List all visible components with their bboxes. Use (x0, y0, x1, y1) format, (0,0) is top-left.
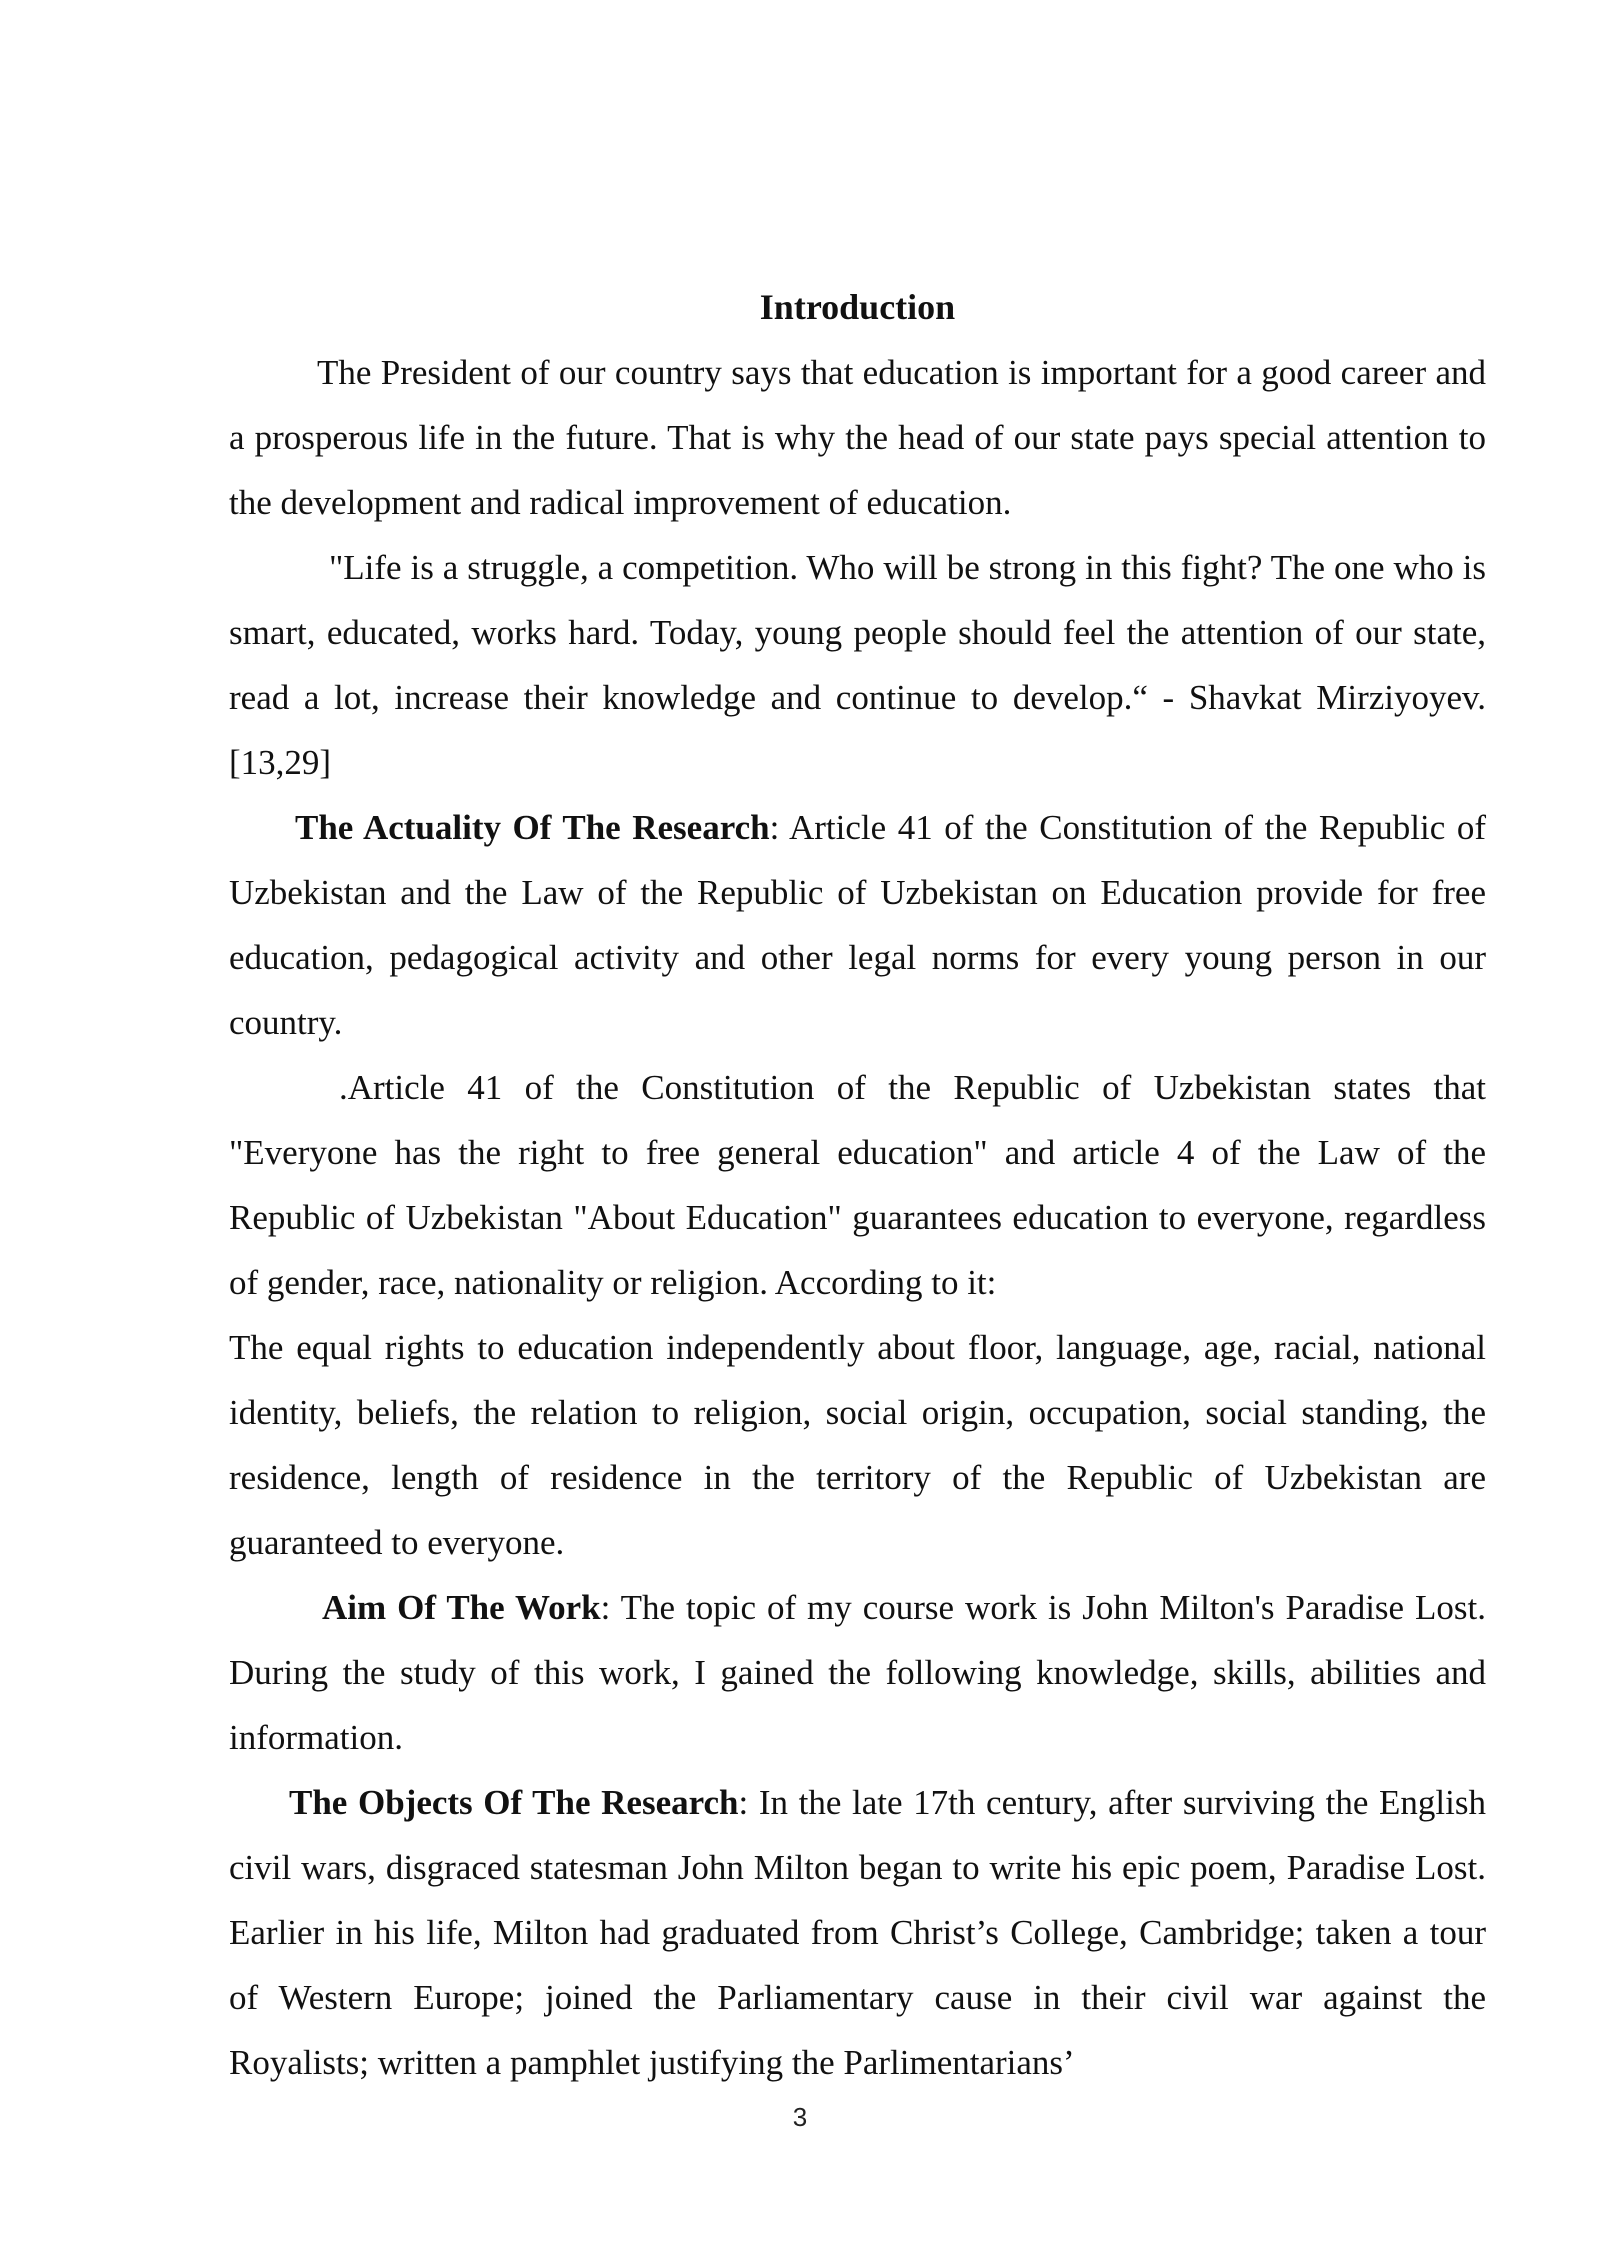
section-title: Introduction (759, 287, 956, 327)
paragraph-equal-rights (229, 1315, 1486, 1575)
paragraph-equal-rights-text: The equal rights to education independently about floor, language, age, racial, national identity, beliefs, the relation to religion, social origin, occupation, social standing, the residence, length of residence in the territory of the Republic of Uzbekistan are guaranteed to everyone. (229, 1328, 1486, 1562)
paragraph-constitution (229, 1055, 1486, 1315)
actuality-heading: The Actuality Of The Research (295, 808, 770, 847)
paragraph-actuality (229, 795, 1486, 1055)
paragraph-intro (229, 340, 1486, 535)
paragraph-aim (229, 1575, 1486, 1770)
objects-text: : In the late 17th century, after surviving the English civil wars, disgraced statesman John Milton began to write his epic poem, Paradise Lost. Earlier in his life, Milton had graduated from Christ’s College, Cambridge; taken a tour of Western Europe; joined the Parliamentary cause in their civil war against the Royalists; written a pamphlet justifying the Parlimentarians’ (229, 1783, 1487, 2082)
objects-heading: The Objects Of The Research (289, 1783, 739, 1822)
page-body (229, 278, 1486, 2095)
paragraph-intro-text: The President of our country says that education is important for a good career and a prosperous life in the future. That is why the head of our state pays special attention to the development and radical improvement of education. (229, 353, 1486, 522)
paragraph-quote-text: "Life is a struggle, a competition. Who will be strong in this fight? The one who is smart, educated, works hard. Today, young people should feel the attention of our state, read a lot, increase their knowledge and continue to develop.“ - Shavkat Mirziyoyev.[13,29] (229, 548, 1486, 782)
paragraph-objects (229, 1770, 1486, 2095)
page-number: 3 (792, 2102, 808, 2132)
aim-text: : The topic of my course work is John Milton's Paradise Lost. During the study of this work, I gained the following knowledge, skills, abilities and information. (229, 1588, 1487, 1757)
paragraph-quote (229, 535, 1486, 795)
actuality-text: : Article 41 of the Constitution of the Republic of Uzbekistan and the Law of the Republic of Uzbekistan on Education provide for free education, pedagogical activity and other legal norms for every young person in our country. (229, 808, 1486, 1042)
aim-heading: Aim Of The Work (322, 1588, 601, 1627)
paragraph-constitution-text: .Article 41 of the Constitution of the Republic of Uzbekistan states that "Everyone has the right to free general education" and article 4 of the Law of the Republic of Uzbekistan "About Education" guarantees education to everyone, regardless of gender, race, nationality or religion. According to it: (229, 1068, 1486, 1302)
